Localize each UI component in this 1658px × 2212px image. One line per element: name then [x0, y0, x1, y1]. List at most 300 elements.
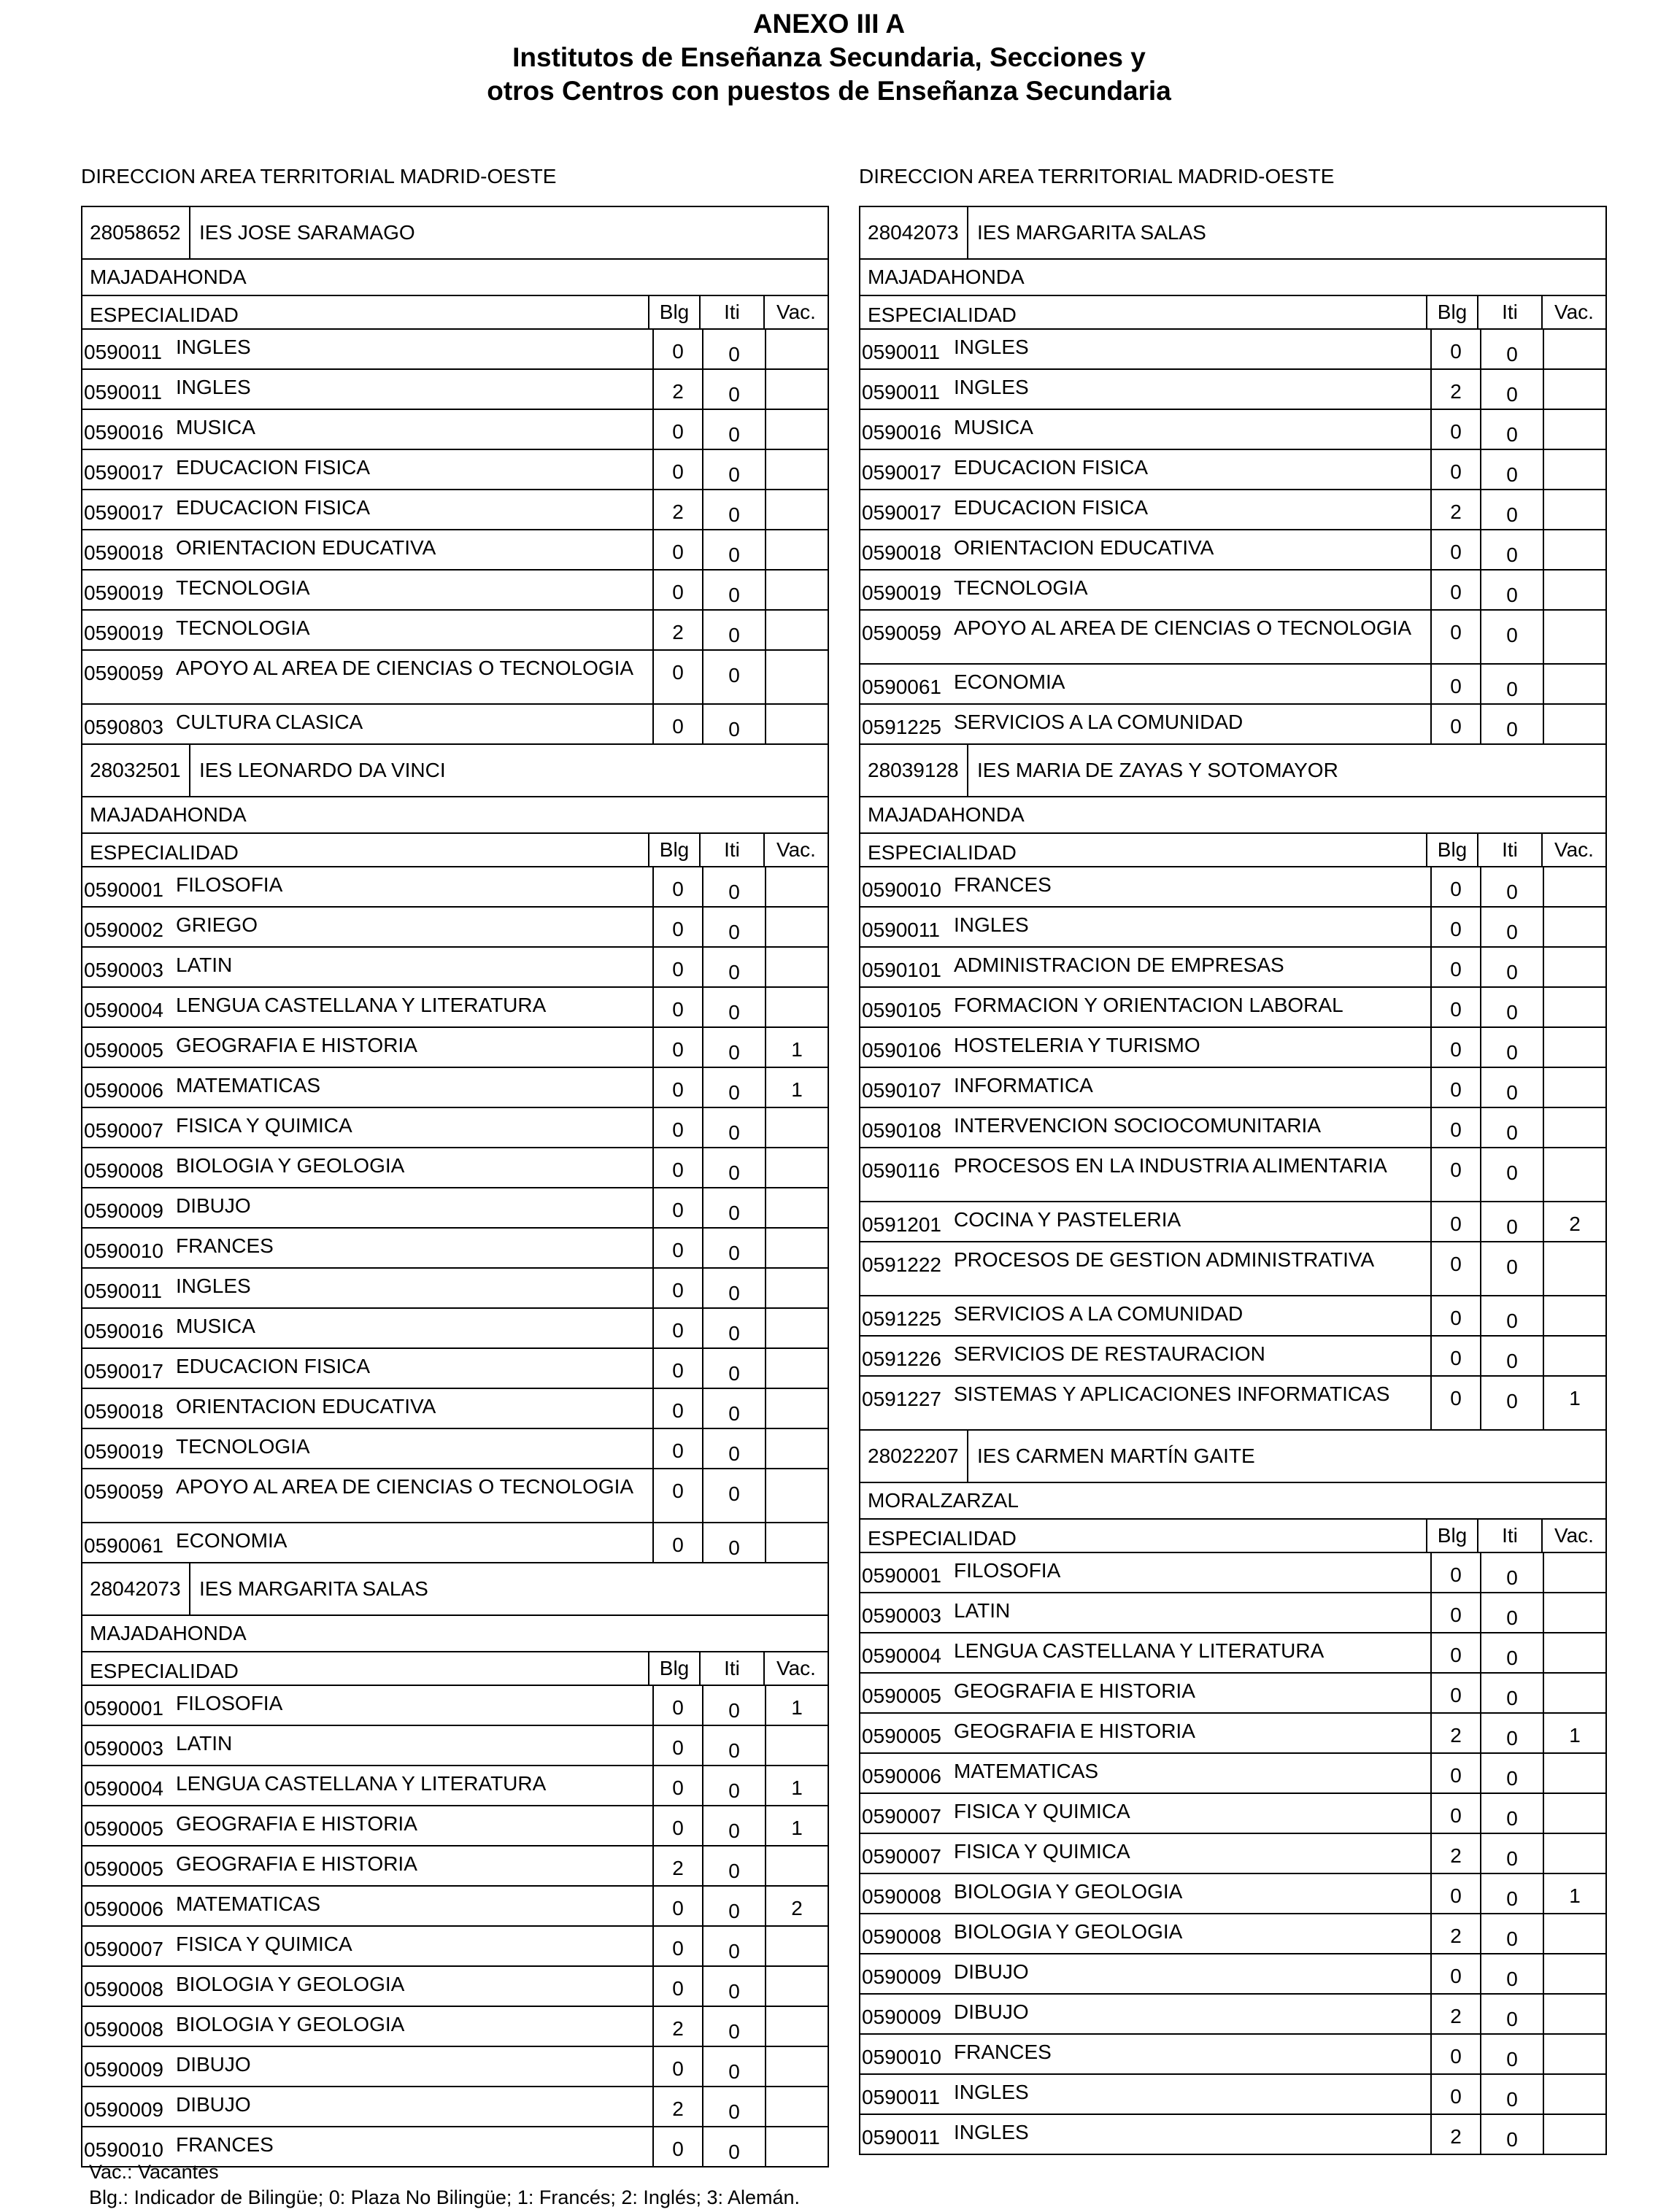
iti-value: 0: [1480, 1068, 1543, 1107]
center-code: 28042073: [82, 1563, 190, 1614]
table-row: [860, 571, 1605, 611]
specialty-cell: [82, 1148, 652, 1187]
specialty-code: 0590009: [862, 1965, 942, 1988]
vac-value: [1543, 330, 1605, 368]
vac-value: [765, 2007, 828, 2046]
header-iti: Iti: [699, 1652, 763, 1685]
specialty-cell: [860, 1874, 1430, 1913]
blg-value: 0: [652, 705, 702, 743]
blg-value: 0: [1430, 1674, 1480, 1712]
iti-value: 0: [702, 490, 765, 529]
vac-value: [765, 1523, 828, 1562]
specialty-cell: [860, 1593, 1430, 1632]
specialty-name: GEOGRAFIA E HISTORIA: [176, 1852, 417, 1875]
table-row: [82, 705, 828, 743]
blg-value: 0: [652, 1726, 702, 1765]
specialty-cell: [860, 1995, 1430, 2033]
legend-footer: [89, 2159, 800, 2211]
iti-value: 0: [702, 1188, 765, 1227]
vac-value: [765, 1927, 828, 1965]
specialty-name: INGLES: [176, 376, 251, 398]
iti-value: 0: [1480, 1633, 1543, 1672]
specialty-code: 0590004: [84, 999, 164, 1021]
specialty-cell: [82, 1523, 652, 1562]
specialty-name: INFORMATICA: [954, 1074, 1093, 1097]
specialty-cell: [82, 450, 652, 489]
center-header: [82, 745, 828, 797]
iti-value: 0: [1480, 450, 1543, 489]
table-row: [860, 1242, 1605, 1296]
vac-value: [765, 651, 828, 703]
specialty-name: GEOGRAFIA E HISTORIA: [176, 1034, 417, 1056]
blg-value: 0: [1430, 1874, 1480, 1913]
specialty-cell: [860, 410, 1430, 449]
center-header: [860, 1431, 1605, 1483]
table-row: [82, 1927, 828, 1967]
specialty-name: DIBUJO: [954, 2000, 1029, 2023]
specialty-code: 0590006: [862, 1765, 942, 1787]
specialty-name: INGLES: [176, 336, 251, 358]
iti-value: 0: [702, 908, 765, 946]
iti-value: 0: [702, 611, 765, 649]
vac-value: [1543, 988, 1605, 1026]
specialty-cell: [860, 1914, 1430, 1953]
iti-value: 0: [1480, 1028, 1543, 1067]
vac-value: [765, 1188, 828, 1227]
specialty-code: 0590009: [84, 1199, 164, 1222]
specialty-name: SERVICIOS DE RESTAURACION: [954, 1342, 1265, 1365]
table-row: [82, 1389, 828, 1429]
vac-value: [765, 908, 828, 946]
center-name: IES MARIA DE ZAYAS Y SOTOMAYOR: [977, 759, 1338, 781]
specialty-name: PROCESOS EN LA INDUSTRIA ALIMENTARIA: [954, 1154, 1387, 1177]
table-row: [82, 1726, 828, 1766]
specialty-name: EDUCACION FISICA: [176, 456, 371, 479]
specialty-name: DIBUJO: [176, 2093, 251, 2116]
table-row: [82, 908, 828, 948]
table-row: [82, 1887, 828, 1927]
header-vac: Vac.: [763, 296, 828, 328]
center-code: 28032501: [82, 745, 190, 796]
specialty-code: 0590019: [862, 581, 942, 604]
vac-value: 1: [765, 1068, 828, 1107]
center-block: [81, 206, 829, 745]
table-row: [82, 1068, 828, 1108]
table-row: [860, 988, 1605, 1028]
table-row: [860, 611, 1605, 665]
vac-value: [765, 330, 828, 368]
vac-value: 1: [1543, 1714, 1605, 1752]
blg-value: 0: [1430, 571, 1480, 609]
table-row: [82, 1108, 828, 1148]
specialty-name: FRANCES: [176, 1234, 274, 1257]
iti-value: 0: [1480, 530, 1543, 569]
blg-value: 0: [652, 1686, 702, 1725]
table-row: [860, 1068, 1605, 1108]
blg-value: 0: [652, 1523, 702, 1562]
specialty-cell: [82, 1846, 652, 1885]
iti-value: 0: [702, 1523, 765, 1562]
table-row: [82, 611, 828, 651]
specialty-cell: [860, 611, 1430, 663]
iti-value: 0: [702, 1349, 765, 1388]
specialty-cell: [82, 370, 652, 409]
specialty-name: GEOGRAFIA E HISTORIA: [954, 1720, 1195, 1742]
specialty-code: 0591222: [862, 1253, 942, 1276]
specialty-code: 0590005: [84, 1857, 164, 1880]
iti-value: 0: [702, 1148, 765, 1187]
table-row: [860, 1553, 1605, 1593]
specialty-name: BIOLOGIA Y GEOLOGIA: [176, 1154, 405, 1177]
header-iti: Iti: [1477, 296, 1541, 328]
blg-value: 0: [652, 1927, 702, 1965]
specialty-code: 0590005: [84, 1039, 164, 1061]
specialty-cell: [860, 490, 1430, 529]
specialty-cell: [82, 651, 652, 703]
iti-value: 0: [702, 1389, 765, 1428]
header-especialidad: ESPECIALIDAD: [90, 303, 239, 326]
specialty-cell: [860, 2075, 1430, 2114]
iti-value: 0: [702, 1108, 765, 1147]
specialty-cell: [82, 705, 652, 743]
specialty-cell: [82, 611, 652, 649]
specialty-cell: [860, 1148, 1430, 1201]
blg-value: 0: [652, 2047, 702, 2086]
vac-value: 2: [765, 1887, 828, 1925]
blg-value: 0: [652, 1068, 702, 1107]
specialty-cell: [860, 867, 1430, 906]
specialty-cell: [82, 1229, 652, 1267]
center-block: [859, 1431, 1607, 2155]
table-row: [860, 2035, 1605, 2075]
blg-value: 0: [1430, 1148, 1480, 1201]
header-especialidad: ESPECIALIDAD: [868, 841, 1017, 864]
specialty-cell: [82, 2087, 652, 2126]
specialty-name: APOYO AL AREA DE CIENCIAS O TECNOLOGIA: [954, 616, 1412, 639]
blg-value: 0: [1430, 330, 1480, 368]
vac-value: 1: [765, 1806, 828, 1845]
right-column: [859, 162, 1607, 2155]
specialty-cell: [860, 1954, 1430, 1993]
specialty-code: 0590011: [862, 2086, 940, 2108]
left-column: [81, 162, 829, 2167]
center-name: IES CARMEN MARTÍN GAITE: [977, 1445, 1255, 1467]
specialty-code: 0591225: [862, 716, 942, 738]
specialty-cell: [860, 988, 1430, 1026]
blg-value: 0: [652, 1028, 702, 1067]
iti-value: 0: [702, 1068, 765, 1107]
vac-value: [1543, 2115, 1605, 2154]
table-row: [860, 1337, 1605, 1377]
vac-value: [765, 370, 828, 409]
page-header: [0, 7, 1658, 108]
blg-value: 0: [1430, 1068, 1480, 1107]
iti-value: 0: [702, 2047, 765, 2086]
specialty-cell: [82, 867, 652, 906]
blg-value: 2: [652, 611, 702, 649]
blg-value: 0: [1430, 1553, 1480, 1592]
center-header: [860, 745, 1605, 797]
iti-value: 0: [702, 948, 765, 986]
specialty-code: 0590009: [84, 2098, 164, 2121]
specialty-code: 0590001: [84, 1697, 164, 1720]
table-row: [860, 705, 1605, 743]
header-iti: Iti: [699, 296, 763, 328]
specialty-name: FISICA Y QUIMICA: [954, 1840, 1130, 1863]
specialty-name: TECNOLOGIA: [954, 576, 1088, 599]
iti-value: 0: [702, 1309, 765, 1347]
specialty-cell: [82, 1028, 652, 1067]
vac-value: [1543, 1995, 1605, 2033]
specialty-cell: [82, 1389, 652, 1428]
specialty-name: MUSICA: [176, 1315, 255, 1337]
iti-value: 0: [1480, 1794, 1543, 1833]
table-row: [82, 1148, 828, 1188]
blg-value: 2: [652, 2007, 702, 2046]
vac-value: [765, 1846, 828, 1885]
specialty-code: 0590019: [84, 1440, 164, 1463]
table-row: [860, 2115, 1605, 2154]
specialty-code: 0590010: [862, 878, 942, 901]
iti-value: 0: [1480, 410, 1543, 449]
specialty-cell: [860, 1068, 1430, 1107]
specialty-code: 0590006: [84, 1079, 164, 1102]
specialty-code: 0590005: [862, 1685, 942, 1707]
vac-value: [765, 1349, 828, 1388]
specialty-name: INGLES: [176, 1275, 251, 1297]
blg-value: 0: [652, 948, 702, 986]
annex-title: ANEXO III A: [752, 9, 906, 39]
blg-value: 0: [1430, 1754, 1480, 1793]
center-block: [859, 745, 1607, 1431]
header-especialidad: ESPECIALIDAD: [868, 303, 1017, 326]
vac-value: [765, 705, 828, 743]
blg-value: 0: [652, 530, 702, 569]
iti-value: 0: [1480, 1242, 1543, 1295]
iti-value: 0: [1480, 1108, 1543, 1147]
iti-value: 0: [702, 410, 765, 449]
blg-value: 0: [1430, 1296, 1480, 1335]
specialty-name: EDUCACION FISICA: [954, 456, 1149, 479]
blg-value: 0: [1430, 1242, 1480, 1295]
iti-value: 0: [1480, 665, 1543, 703]
table-header: [860, 1520, 1605, 1553]
specialty-name: BIOLOGIA Y GEOLOGIA: [954, 1880, 1183, 1903]
specialty-cell: [860, 1028, 1430, 1067]
iti-value: 0: [1480, 2115, 1543, 2154]
specialty-code: 0590001: [84, 878, 164, 901]
specialty-name: ECONOMIA: [954, 670, 1065, 693]
vac-value: [1543, 1108, 1605, 1147]
specialty-code: 0590007: [862, 1845, 942, 1868]
table-row: [82, 330, 828, 370]
iti-value: 0: [1480, 1995, 1543, 2033]
vac-value: [765, 2047, 828, 2086]
specialty-cell: [82, 1429, 652, 1468]
specialty-cell: [82, 2007, 652, 2046]
specialty-cell: [860, 1754, 1430, 1793]
specialty-code: 0590009: [84, 2058, 164, 2081]
table-row: [82, 490, 828, 530]
specialty-cell: [860, 665, 1430, 703]
vac-value: [765, 530, 828, 569]
specialty-name: FRANCES: [954, 873, 1052, 896]
specialty-cell: [82, 490, 652, 529]
specialty-name: APOYO AL AREA DE CIENCIAS O TECNOLOGIA: [176, 657, 634, 679]
header-especialidad: ESPECIALIDAD: [868, 1527, 1017, 1550]
specialty-cell: [860, 2035, 1430, 2073]
iti-value: 0: [1480, 1674, 1543, 1712]
table-row: [860, 330, 1605, 370]
table-row: [82, 1469, 828, 1523]
vac-value: [1543, 1834, 1605, 1873]
iti-value: 0: [702, 1806, 765, 1845]
specialty-name: INGLES: [954, 913, 1029, 936]
vac-value: 2: [1543, 1202, 1605, 1241]
iti-value: 0: [702, 705, 765, 743]
blg-value: 2: [1430, 1714, 1480, 1752]
vac-value: [1543, 1754, 1605, 1793]
specialty-name: ORIENTACION EDUCATIVA: [176, 1395, 436, 1418]
iti-value: 0: [1480, 908, 1543, 946]
specialty-cell: [860, 705, 1430, 743]
area-title: DIRECCION AREA TERRITORIAL MADRID-OESTE: [859, 165, 1335, 187]
blg-value: 0: [652, 450, 702, 489]
specialty-cell: [82, 1309, 652, 1347]
blg-value: 0: [1430, 988, 1480, 1026]
table-row: [82, 450, 828, 490]
specialty-name: DIBUJO: [176, 2053, 251, 2076]
blg-value: 2: [1430, 1834, 1480, 1873]
table-row: [860, 1794, 1605, 1834]
vac-value: [1543, 908, 1605, 946]
iti-value: 0: [702, 651, 765, 703]
blg-value: 0: [652, 651, 702, 703]
blg-value: 0: [652, 1967, 702, 2006]
specialty-code: 0590016: [84, 1320, 164, 1342]
vac-value: [765, 1229, 828, 1267]
blg-value: 0: [1430, 1202, 1480, 1241]
specialty-cell: [860, 330, 1430, 368]
table-row: [860, 1148, 1605, 1202]
table-row: [82, 867, 828, 908]
blg-value: 0: [652, 1188, 702, 1227]
vac-value: [1543, 1633, 1605, 1672]
table-row: [860, 1633, 1605, 1674]
table-row: [82, 1269, 828, 1309]
specialty-cell: [82, 948, 652, 986]
specialty-code: 0590009: [862, 2006, 942, 2028]
blg-value: 0: [1430, 1633, 1480, 1672]
specialty-name: MUSICA: [954, 416, 1033, 438]
iti-value: 0: [1480, 571, 1543, 609]
specialty-code: 0590108: [862, 1119, 942, 1142]
table-row: [860, 1954, 1605, 1995]
blg-value: 0: [652, 1429, 702, 1468]
center-block: [81, 745, 829, 1563]
blg-value: 0: [652, 1309, 702, 1347]
specialty-cell: [82, 571, 652, 609]
center-block: [859, 206, 1607, 745]
table-header: [82, 296, 828, 330]
vac-value: [1543, 2075, 1605, 2114]
specialty-code: 0590017: [862, 461, 942, 484]
specialty-name: MATEMATICAS: [176, 1892, 321, 1915]
blg-value: 0: [1430, 1794, 1480, 1833]
specialty-cell: [860, 948, 1430, 986]
iti-value: 0: [702, 1967, 765, 2006]
iti-value: 0: [702, 2127, 765, 2166]
table-row: [860, 1377, 1605, 1429]
center-name: IES MARGARITA SALAS: [977, 221, 1206, 244]
iti-value: 0: [702, 1028, 765, 1067]
table-row: [82, 1686, 828, 1726]
specialty-name: LENGUA CASTELLANA Y LITERATURA: [176, 1772, 547, 1795]
blg-value: 0: [652, 1469, 702, 1522]
vac-value: [765, 450, 828, 489]
vac-value: [765, 948, 828, 986]
specialty-name: TECNOLOGIA: [176, 1435, 310, 1458]
center-code: 28058652: [82, 207, 190, 258]
table-row: [82, 1429, 828, 1469]
table-row: [82, 1806, 828, 1846]
annex-subtitle-1: Institutos de Enseñanza Secundaria, Secciones y: [512, 42, 1146, 72]
specialty-code: 0590008: [84, 1978, 164, 2000]
center-locality: MAJADAHONDA: [82, 797, 828, 834]
specialty-code: 0590101: [862, 959, 942, 981]
specialty-code: 0590008: [862, 1885, 942, 1908]
specialty-code: 0590011: [84, 1280, 162, 1302]
vac-value: [1543, 1148, 1605, 1201]
specialty-cell: [860, 370, 1430, 409]
vac-value: [1543, 1954, 1605, 1993]
vac-value: [1543, 867, 1605, 906]
specialty-code: 0590008: [84, 2018, 164, 2041]
iti-value: 0: [1480, 988, 1543, 1026]
specialty-cell: [860, 1377, 1430, 1429]
specialty-cell: [860, 571, 1430, 609]
specialty-code: 0590007: [84, 1938, 164, 1960]
iti-value: 0: [702, 1469, 765, 1522]
specialty-name: MATEMATICAS: [176, 1074, 321, 1097]
table-row: [860, 2075, 1605, 2115]
specialty-code: 0590003: [84, 959, 164, 981]
specialty-name: BIOLOGIA Y GEOLOGIA: [176, 1973, 405, 1995]
center-header: [860, 207, 1605, 260]
specialty-code: 0590011: [84, 341, 162, 363]
specialty-name: BIOLOGIA Y GEOLOGIA: [954, 1920, 1183, 1943]
specialty-name: ORIENTACION EDUCATIVA: [176, 536, 436, 559]
specialty-cell: [82, 1927, 652, 1965]
blg-value: 0: [652, 1108, 702, 1147]
specialty-name: TECNOLOGIA: [176, 576, 310, 599]
table-row: [82, 2087, 828, 2127]
specialty-name: MUSICA: [176, 416, 255, 438]
table-row: [860, 1202, 1605, 1242]
center-name: IES MARGARITA SALAS: [199, 1577, 428, 1600]
iti-value: 0: [702, 988, 765, 1026]
blg-value: 2: [1430, 1995, 1480, 2033]
vac-value: [1543, 530, 1605, 569]
specialty-name: INTERVENCION SOCIOCOMUNITARIA: [954, 1114, 1322, 1137]
center-header: [82, 1563, 828, 1616]
specialty-code: 0590019: [84, 622, 164, 644]
blg-value: 0: [652, 1766, 702, 1805]
specialty-cell: [860, 450, 1430, 489]
specialty-code: 0590008: [84, 1159, 164, 1182]
iti-value: 0: [1480, 705, 1543, 743]
vac-value: [1543, 1028, 1605, 1067]
